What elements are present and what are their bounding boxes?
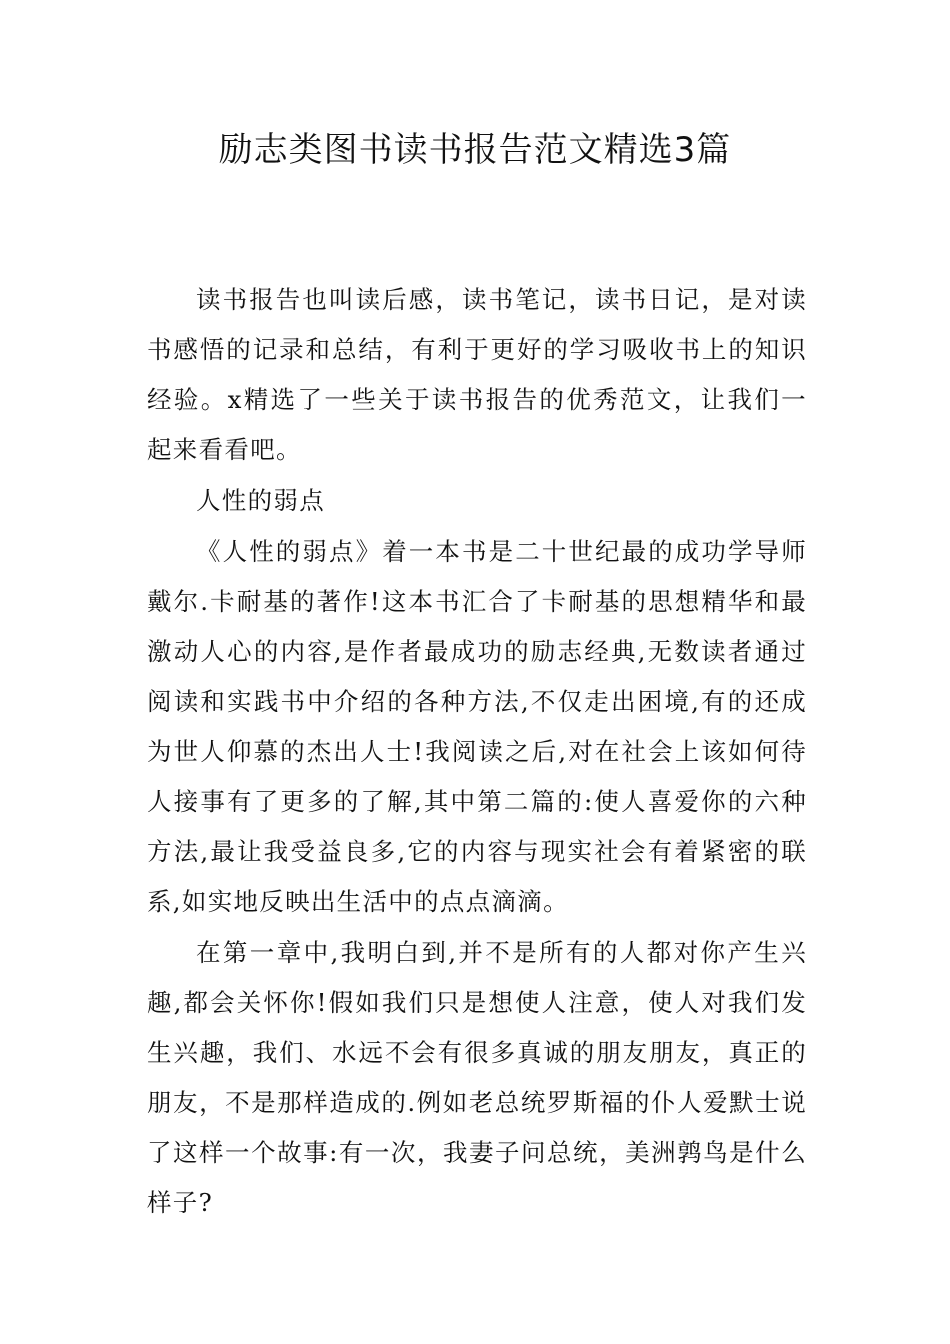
body-paragraph: 《人性的弱点》着一本书是二十世纪最的成功学导师戴尔.卡耐基的著作!这本书汇合了卡耐基的思想精华和最激动人心的内容,是作者最成功的励志经典,无数读者通过阅读和实践书中介绍的各种方法,不仅走出困境,有的还成为世人仰慕的杰出人士!我阅读之后,对在社会上该如何待人接事有了更多的了解,其中第二篇的:使人喜爱你的六种方法,最让我受益良多,它的内容与现实社会有着紧密的联系,如实地反映出生活中的点点滴滴。 <box>147 537 807 916</box>
intro-paragraph: 读书报告也叫读后感，读书笔记，读书日记，是对读书感悟的记录和总结，有利于更好的学习吸收书上的知识经验。x精选了一些关于读书报告的优秀范文，让我们一起来看看吧。 <box>147 285 807 464</box>
section-heading: 人性的弱点 <box>196 486 325 515</box>
document-body <box>147 275 807 1229</box>
body-paragraph: 在第一章中,我明白到,并不是所有的人都对你产生兴趣,都会关怀你!假如我们只是想使人注意，使人对我们发生兴趣，我们、水远不会有很多真诚的朋友朋友，真正的朋友，不是那样造成的.例如老总统罗斯福的仆人爱默士说了这样一个故事:有一次，我妻子问总统，美洲鹑鸟是什么样子? <box>147 938 807 1217</box>
document-title: 励志类图书读书报告范文精选3篇 <box>218 130 732 170</box>
